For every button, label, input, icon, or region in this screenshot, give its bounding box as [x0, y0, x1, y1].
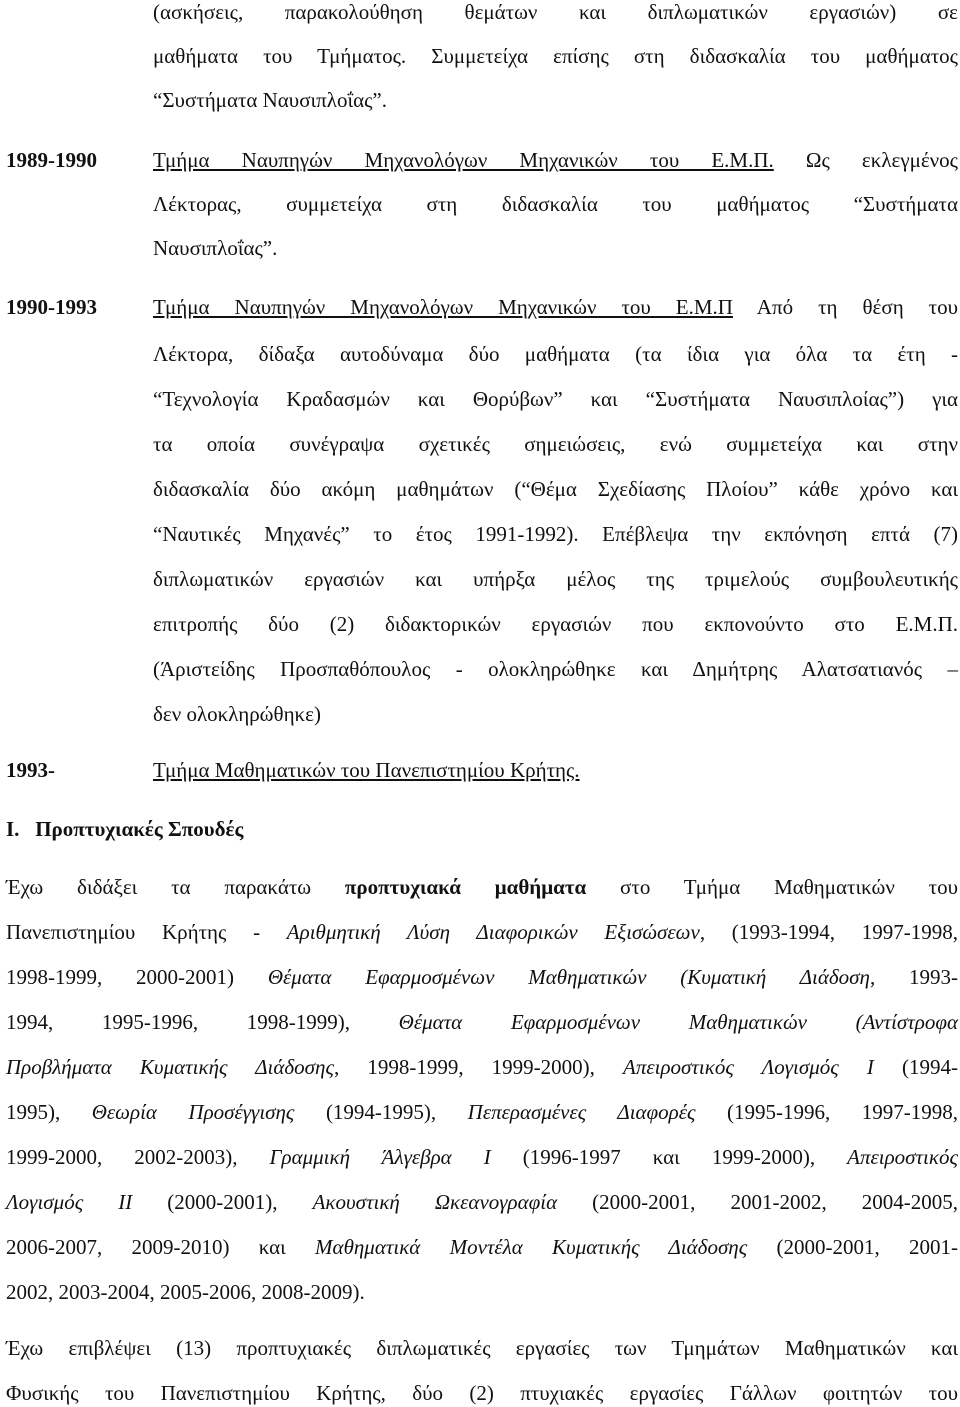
- text-run: (2000-2001, 2001-: [747, 1235, 958, 1259]
- entry-year: 1990-1993: [6, 295, 97, 319]
- text-run: 1994, 1995-1996, 1998-1999),: [6, 1010, 399, 1034]
- course-title: Θέματα Εφαρμοσμένων Μαθηματικών (Αντίστροφα: [398, 1010, 958, 1034]
- entry-first-line: [153, 295, 958, 320]
- course-title: Απειροστικός Λογισμός Ι: [623, 1055, 874, 1079]
- text-run: (1996-1997 και 1999-2000),: [490, 1145, 848, 1169]
- text-run-bold: προπτυχιακά μαθήματα: [344, 875, 587, 899]
- text-line: Ναυσιπλοΐας”.: [153, 236, 278, 260]
- text-run: Έχω διδάξει τα παρακάτω: [6, 875, 345, 899]
- section-title: Προπτυχιακές Σπουδές: [35, 817, 244, 841]
- text-line: τα οποία συνέγραψα σχετικές σημειώσεις, ενώ συμμετείχα και στην: [153, 432, 958, 456]
- text-run: 1998-1999, 2000-2001): [6, 965, 268, 989]
- text-line: “Ναυτικές Μηχανές” το έτος 1991-1992). Επέβλεψα την εκπόνηση επτά (7): [153, 522, 958, 546]
- text-run: , 1993-: [869, 965, 958, 989]
- course-title: Λογισμός ΙΙ: [6, 1190, 133, 1214]
- course-title: Θέματα Εφαρμοσμένων Μαθηματικών (Κυματική Διάδοση: [267, 965, 870, 989]
- text-line: μαθήματα του Τμήματος. Συμμετείχα επίσης στη διδασκαλία του μαθήματος: [153, 44, 958, 68]
- entry-text: Από τη θέση του: [732, 295, 959, 319]
- text-line: “Συστήματα Ναυσιπλοΐας”.: [153, 88, 387, 112]
- text-line: [6, 1010, 958, 1035]
- text-line: [6, 920, 958, 945]
- course-title: Προβλήματα Κυματικής Διάδοσης: [6, 1055, 334, 1079]
- text-line: [6, 1145, 958, 1170]
- entry-first-line: [153, 758, 958, 783]
- text-line: [6, 1190, 958, 1215]
- text-line: [6, 1055, 958, 1080]
- course-title: Πεπερασμένες Διαφορές: [467, 1100, 696, 1124]
- text-line: “Τεχνολογία Κραδασμών και Θορύβων” και “Συστήματα Ναυσιπλοίας”) για: [153, 387, 958, 411]
- text-line: δεν ολοκληρώθηκε): [153, 702, 321, 726]
- section-heading: [6, 817, 243, 842]
- text-line: (Άριστείδης Προσπαθόπουλος - ολοκληρώθηκε και Δημήτρης Αλατσατιανός –: [153, 657, 958, 681]
- course-title: Αριθμητική Λύση Διαφορικών Εξισώσεων: [286, 920, 700, 944]
- text-run: (1994-: [873, 1055, 958, 1079]
- course-title: Απειροστικός: [847, 1145, 958, 1169]
- text-run: (1994-1995),: [294, 1100, 468, 1124]
- text-line: [6, 965, 958, 990]
- text-line: [6, 1100, 958, 1125]
- text-run: 1999-2000, 2002-2003),: [6, 1145, 270, 1169]
- text-line: επιτροπής δύο (2) διδακτορικών εργασιών που εκπονούντο στο Ε.Μ.Π.: [153, 612, 958, 636]
- department-name: Τμήμα Ναυπηγών Μηχανολόγων Μηχανικών του Ε.Μ.Π.: [153, 148, 774, 172]
- text-line: 2002, 2003-2004, 2005-2006, 2008-2009).: [6, 1280, 365, 1304]
- text-line: Λέκτορας, συμμετείχα στη διδασκαλία του μαθήματος “Συστήματα: [153, 192, 958, 216]
- entry-year: 1993-: [6, 758, 55, 782]
- text-run: 1995),: [6, 1100, 92, 1124]
- text-line: Φυσικής του Πανεπιστημίου Κρήτης, δύο (2) πτυχιακές εργασίες Γάλλων φοιτητών του: [6, 1381, 958, 1405]
- text-run: , (1993-1994, 1997-1998,: [699, 920, 958, 944]
- text-run: Πανεπιστημίου Κρήτης -: [6, 920, 287, 944]
- entry-first-line: [153, 148, 958, 173]
- text-run: (2000-2001),: [132, 1190, 313, 1214]
- text-line: Έχω επιβλέψει (13) προπτυχιακές διπλωματικές εργασίες των Τμημάτων Μαθηματικών και: [6, 1336, 958, 1360]
- course-title: Γραμμική Άλγεβρα Ι: [269, 1145, 491, 1169]
- department-name: Τμήμα Μαθηματικών του Πανεπιστημίου Κρήτης.: [153, 758, 580, 782]
- text-run: στο Τμήμα Μαθηματικών του: [586, 875, 958, 899]
- entry-year: 1989-1990: [6, 148, 97, 172]
- text-line: [6, 1235, 958, 1260]
- text-run: (1995-1996, 1997-1998,: [695, 1100, 958, 1124]
- text-line: [6, 875, 958, 900]
- course-title: Μαθηματικά Μοντέλα Κυματικής Διάδοσης: [315, 1235, 748, 1259]
- text-line: (ασκήσεις, παρακολούθηση θεμάτων και διπλωματικών εργασιών) σε: [153, 0, 958, 24]
- course-title: Ακουστική Ωκεανογραφία: [312, 1190, 558, 1214]
- department-name: Τμήμα Ναυπηγών Μηχανολόγων Μηχανικών του Ε.Μ.Π: [153, 295, 733, 319]
- text-run: , 1998-1999, 1999-2000),: [333, 1055, 624, 1079]
- text-line: Λέκτορα, δίδαξα αυτοδύναμα δύο μαθήματα (τα ίδια για όλα τα έτη -: [153, 342, 958, 366]
- text-run: (2000-2001, 2001-2002, 2004-2005,: [557, 1190, 958, 1214]
- section-number: Ι.: [6, 817, 20, 841]
- text-line: διπλωματικών εργασιών και υπήρξα μέλος της τριμελούς συμβουλευτικής: [153, 567, 958, 591]
- course-title: Θεωρία Προσέγγισης: [91, 1100, 295, 1124]
- text-run: 2006-2007, 2009-2010) και: [6, 1235, 316, 1259]
- entry-text: Ως εκλεγμένος: [773, 148, 958, 172]
- text-line: διδασκαλία δύο ακόμη μαθημάτων (“Θέμα Σχεδίασης Πλοίου” κάθε χρόνο και: [153, 477, 958, 501]
